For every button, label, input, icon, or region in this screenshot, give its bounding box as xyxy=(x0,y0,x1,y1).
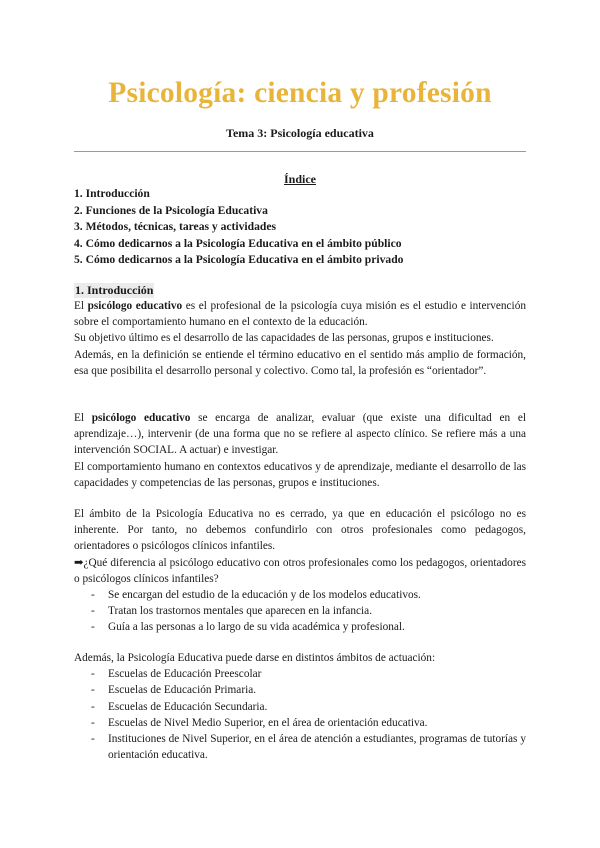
paragraph-text: se encarga de analizar, evaluar (que existe una dificultad en el aprendizaje…), intervenir (de una forma que no se refiere al aspecto clínico. Se refiere más a una intervención SOCIAL. A actuar) e investigar. xyxy=(74,412,526,457)
section-heading-introduccion: 1. Introducción xyxy=(75,283,154,297)
list-item-text: Escuelas de Nivel Medio Superior, en el área de orientación educativa. xyxy=(108,716,428,729)
index-list xyxy=(74,186,526,269)
list-item-text: Se encargan del estudio de la educación y de los modelos educativos. xyxy=(108,589,421,602)
paragraph: Su objetivo último es el desarrollo de las capacidades de las personas, grupos e instituciones. xyxy=(74,332,494,345)
document-title: Psicología: ciencia y profesión xyxy=(108,77,492,109)
differences-list xyxy=(74,587,526,636)
section-body xyxy=(74,410,526,491)
paragraph-text: es el profesional de la psicología cuya misión es el estudio e intervención sobre el comportamiento humano en el contexto de la educación. xyxy=(74,300,526,329)
list-item-text: Instituciones de Nivel Superior, en el área de atención a estudiantes, programas de tutorías y orientación educativa. xyxy=(108,733,526,762)
paragraph xyxy=(74,298,526,330)
scopes-list xyxy=(74,666,526,763)
list-item: - Tratan los trastornos mentales que aparecen en la infancia. xyxy=(91,605,373,618)
section-body xyxy=(74,298,526,379)
bold-term: psicólogo educativo xyxy=(87,300,183,312)
paragraph: El comportamiento humano en contextos educativos y de aprendizaje, mediante el desarrollo de las capacidades y competencias de las personas, grupos e instituciones. xyxy=(74,460,526,489)
list-item-text: Tratan los trastornos mentales que aparecen en la infancia. xyxy=(108,605,373,618)
paragraph xyxy=(74,410,526,459)
paragraph: Además, en la definición se entiende el término educativo en el sentido más amplio de formación, esa que posibilita el desarrollo personal y colectivo. Como tal, la profesión es “orientador”. xyxy=(74,348,526,377)
list-item: - Escuelas de Educación Secundaria. xyxy=(91,700,268,713)
section-body xyxy=(74,506,526,636)
index-heading: Índice xyxy=(283,172,316,186)
list-item: - Se encargan del estudio de la educación y de los modelos educativos. xyxy=(91,589,421,602)
document-subtitle: Tema 3: Psicología educativa xyxy=(226,126,374,140)
list-item: - Guía a las personas a lo largo de su vida académica y profesional. xyxy=(91,621,405,634)
index-item: 2. Funciones de la Psicología Educativa xyxy=(74,203,268,217)
list-item-text: Escuelas de Educación Primaria. xyxy=(108,684,257,697)
divider-line xyxy=(74,151,526,152)
list-item-text: Guía a las personas a lo largo de su vida académica y profesional. xyxy=(108,621,405,634)
index-item: 3. Métodos, técnicas, tareas y actividades xyxy=(74,220,277,234)
list-item: - Escuelas de Nivel Medio Superior, en el área de orientación educativa. xyxy=(91,716,428,729)
question-paragraph: ➡¿Qué diferencia al psicólogo educativo con otros profesionales como los pedagogos, orientadores o psicólogos clínicos infantiles? xyxy=(74,556,526,585)
paragraph-text: El xyxy=(74,300,88,312)
paragraph: Además, la Psicología Educativa puede darse en distintos ámbitos de actuación: xyxy=(74,652,436,664)
index-item: 4. Cómo dedicarnos a la Psicología Educativa en el ámbito público xyxy=(74,236,402,250)
bold-term: psicólogo educativo xyxy=(91,412,191,424)
section-body xyxy=(74,650,526,763)
index-item: 5. Cómo dedicarnos a la Psicología Educativa en el ámbito privado xyxy=(74,253,404,267)
list-item-text: Escuelas de Educación Preescolar xyxy=(108,668,262,681)
index-item: 1. Introducción xyxy=(74,187,150,200)
paragraph: El ámbito de la Psicología Educativa no es cerrado, ya que en educación el psicólogo no es inherente. Por tanto, no debemos confundirlo con otros profesionales como pedagogos, orientadores o psicólogos clínicos infantiles. xyxy=(74,508,526,553)
list-item: - Escuelas de Educación Primaria. xyxy=(91,684,257,697)
list-item-text: Escuelas de Educación Secundaria. xyxy=(108,700,268,713)
list-item: - Escuelas de Educación Preescolar xyxy=(91,668,262,681)
list-item: - Instituciones de Nivel Superior, en el área de atención a estudiantes, programas de tutorías y orientación educativa. xyxy=(91,733,526,762)
paragraph-text: El xyxy=(74,412,92,424)
